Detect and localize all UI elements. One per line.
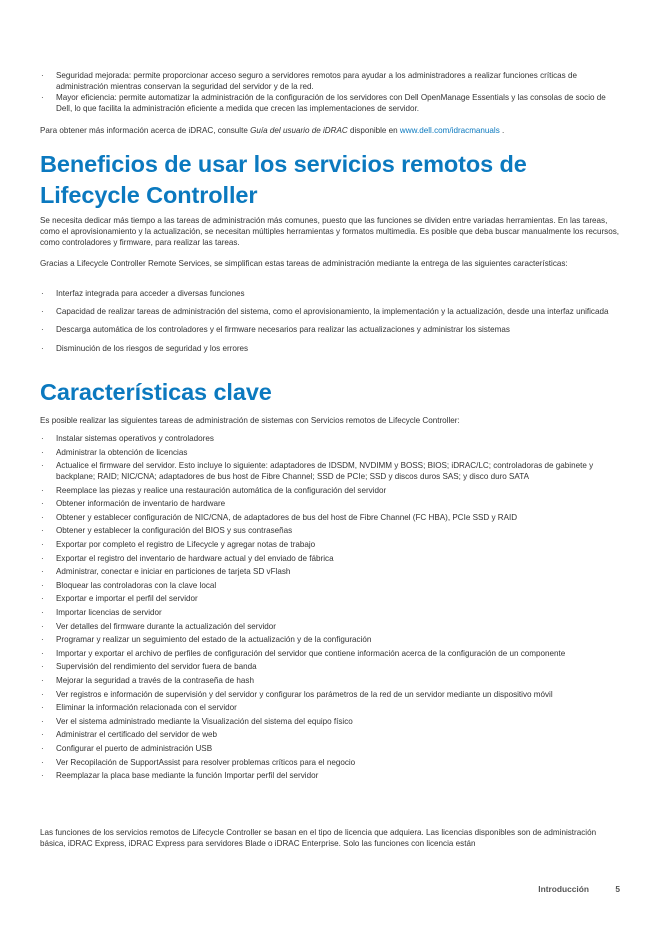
list-item: · Obtener y establecer configuración de NIC/CNA, de adaptadores de bus del host de Fibre Channel (FC HBA), PCIe SSD y RAID xyxy=(40,513,622,524)
list-item: · Bloquear las controladoras con la clave local xyxy=(40,581,622,592)
list-item: · Disminución de los riesgos de seguridad y los errores xyxy=(40,344,608,355)
list-item: · Capacidad de realizar tareas de administración del sistema, como el aprovisionamiento, la implementación y la actualización, desde una interfaz unificada xyxy=(40,307,608,318)
guide-title: Guía del usuario de iDRAC xyxy=(250,126,348,135)
benefits-paragraph-1: Se necesita dedicar más tiempo a las tareas de administración más comunes, puesto que las funciones se dividen entre variadas herramientas. En las tareas, como el aprovisionamiento y la actualización, se necesitan múltiples herramientas y formatos multimedia. Es posible que deba buscar manualmente los recursos, como controladores y firmware, para realizar las tareas. xyxy=(40,216,619,247)
list-item: · Administrar el certificado del servidor de web xyxy=(40,730,622,741)
list-item: · Reemplazar la placa base mediante la función Importar perfil del servidor xyxy=(40,771,622,782)
more-info-paragraph xyxy=(40,126,504,137)
features-intro: Es posible realizar las siguientes tareas de administración de sistemas con Servicios remotos de Lifecycle Controller: xyxy=(40,416,460,425)
list-item: · Mayor eficiencia: permite automatizar la administración de la configuración de los servidores con Dell OpenManage Essentials y las consolas de socio de Dell, lo que facilita la administración eficiente a medida que crecen las implementaciones de servidor. xyxy=(40,93,622,115)
page-footer xyxy=(538,884,620,894)
list-item: · Configurar el puerto de administración USB xyxy=(40,744,622,755)
list-item: · Reemplace las piezas y realice una restauración automática de la configuración del servidor xyxy=(40,486,622,497)
license-paragraph: Las funciones de los servicios remotos de Lifecycle Controller se basan en el tipo de licencia que adquiera. Las licencias disponibles son de administración básica, iDRAC Express, iDRAC Express para servidores Blade o iDRAC Enterprise. Solo las funciones con licencia están xyxy=(40,828,597,848)
list-item: · Administrar la obtención de licencias xyxy=(40,448,622,459)
list-item: · Actualice el firmware del servidor. Esto incluye lo siguiente: adaptadores de IDSDM, NVDIMM y BOSS; BIOS; iDRAC/LC; controladoras de gabinete y backplane; RAID; NIC/CNA; adaptadores de bus host de Fibre Channel; SSD de PCIe; SSD y discos duros SAS; y disco duro SATA xyxy=(40,461,622,483)
list-item: · Importar y exportar el archivo de perfiles de configuración del servidor que contiene información acerca de la configuración de un componente xyxy=(40,649,622,660)
top-bullet-list xyxy=(40,71,622,116)
more-info-suffix: . xyxy=(499,126,505,135)
list-item: · Obtener información de inventario de hardware xyxy=(40,499,622,510)
list-item: · Importar licencias de servidor xyxy=(40,608,622,619)
list-item: · Obtener y establecer la configuración del BIOS y sus contraseñas xyxy=(40,526,622,537)
list-item: · Supervisión del rendimiento del servidor fuera de banda xyxy=(40,662,622,673)
list-item: · Programar y realizar un seguimiento del estado de la actualización y de la configuración xyxy=(40,635,622,646)
list-item: · Exportar e importar el perfil del servidor xyxy=(40,594,622,605)
idrac-manuals-link[interactable]: www.dell.com/idracmanuals xyxy=(399,126,500,135)
list-item: · Seguridad mejorada: permite proporcionar acceso seguro a servidores remotos para ayudar a los administradores a realizar funciones críticas de administración mientras conservan la seguridad del servidor y de la red. xyxy=(40,71,622,93)
more-info-middle: disponible en xyxy=(347,126,400,135)
list-item: · Ver registros e información de supervisión y del servidor y configurar los parámetros de la red de un servidor mediante un dispositivo móvil xyxy=(40,690,622,701)
page-number: 5 xyxy=(615,884,620,894)
list-item: · Ver detalles del firmware durante la actualización del servidor xyxy=(40,622,622,633)
list-item: · Administrar, conectar e iniciar en particiones de tarjeta SD vFlash xyxy=(40,567,622,578)
more-info-prefix: Para obtener más información acerca de iDRAC, consulte xyxy=(40,126,251,135)
list-item: · Mejorar la seguridad a través de la contraseña de hash xyxy=(40,676,622,687)
list-item: · Instalar sistemas operativos y controladores xyxy=(40,434,622,445)
list-item: · Ver Recopilación de SupportAssist para resolver problemas críticos para el negocio xyxy=(40,758,622,769)
features-list xyxy=(40,434,622,785)
list-item: · Eliminar la información relacionada con el servidor xyxy=(40,703,622,714)
list-item: · Exportar por completo el registro de Lifecycle y agregar notas de trabajo xyxy=(40,540,622,551)
list-item: · Descarga automática de los controladores y el firmware necesarios para realizar las actualizaciones y administrar los sistemas xyxy=(40,325,608,336)
list-item: · Exportar el registro del inventario de hardware actual y del enviado de fábrica xyxy=(40,554,622,565)
list-item: · Interfaz integrada para acceder a diversas funciones xyxy=(40,289,608,300)
benefits-list xyxy=(40,289,608,362)
benefits-paragraph-2: Gracias a Lifecycle Controller Remote Services, se simplifican estas tareas de administración mediante la entrega de las siguientes características: xyxy=(40,259,568,268)
features-heading: Características clave xyxy=(40,379,272,405)
footer-section-title: Introducción xyxy=(538,884,589,894)
list-item: · Ver el sistema administrado mediante la Visualización del sistema del equipo físico xyxy=(40,717,622,728)
benefits-heading: Beneficios de usar los servicios remotos de Lifecycle Controller xyxy=(40,151,527,208)
